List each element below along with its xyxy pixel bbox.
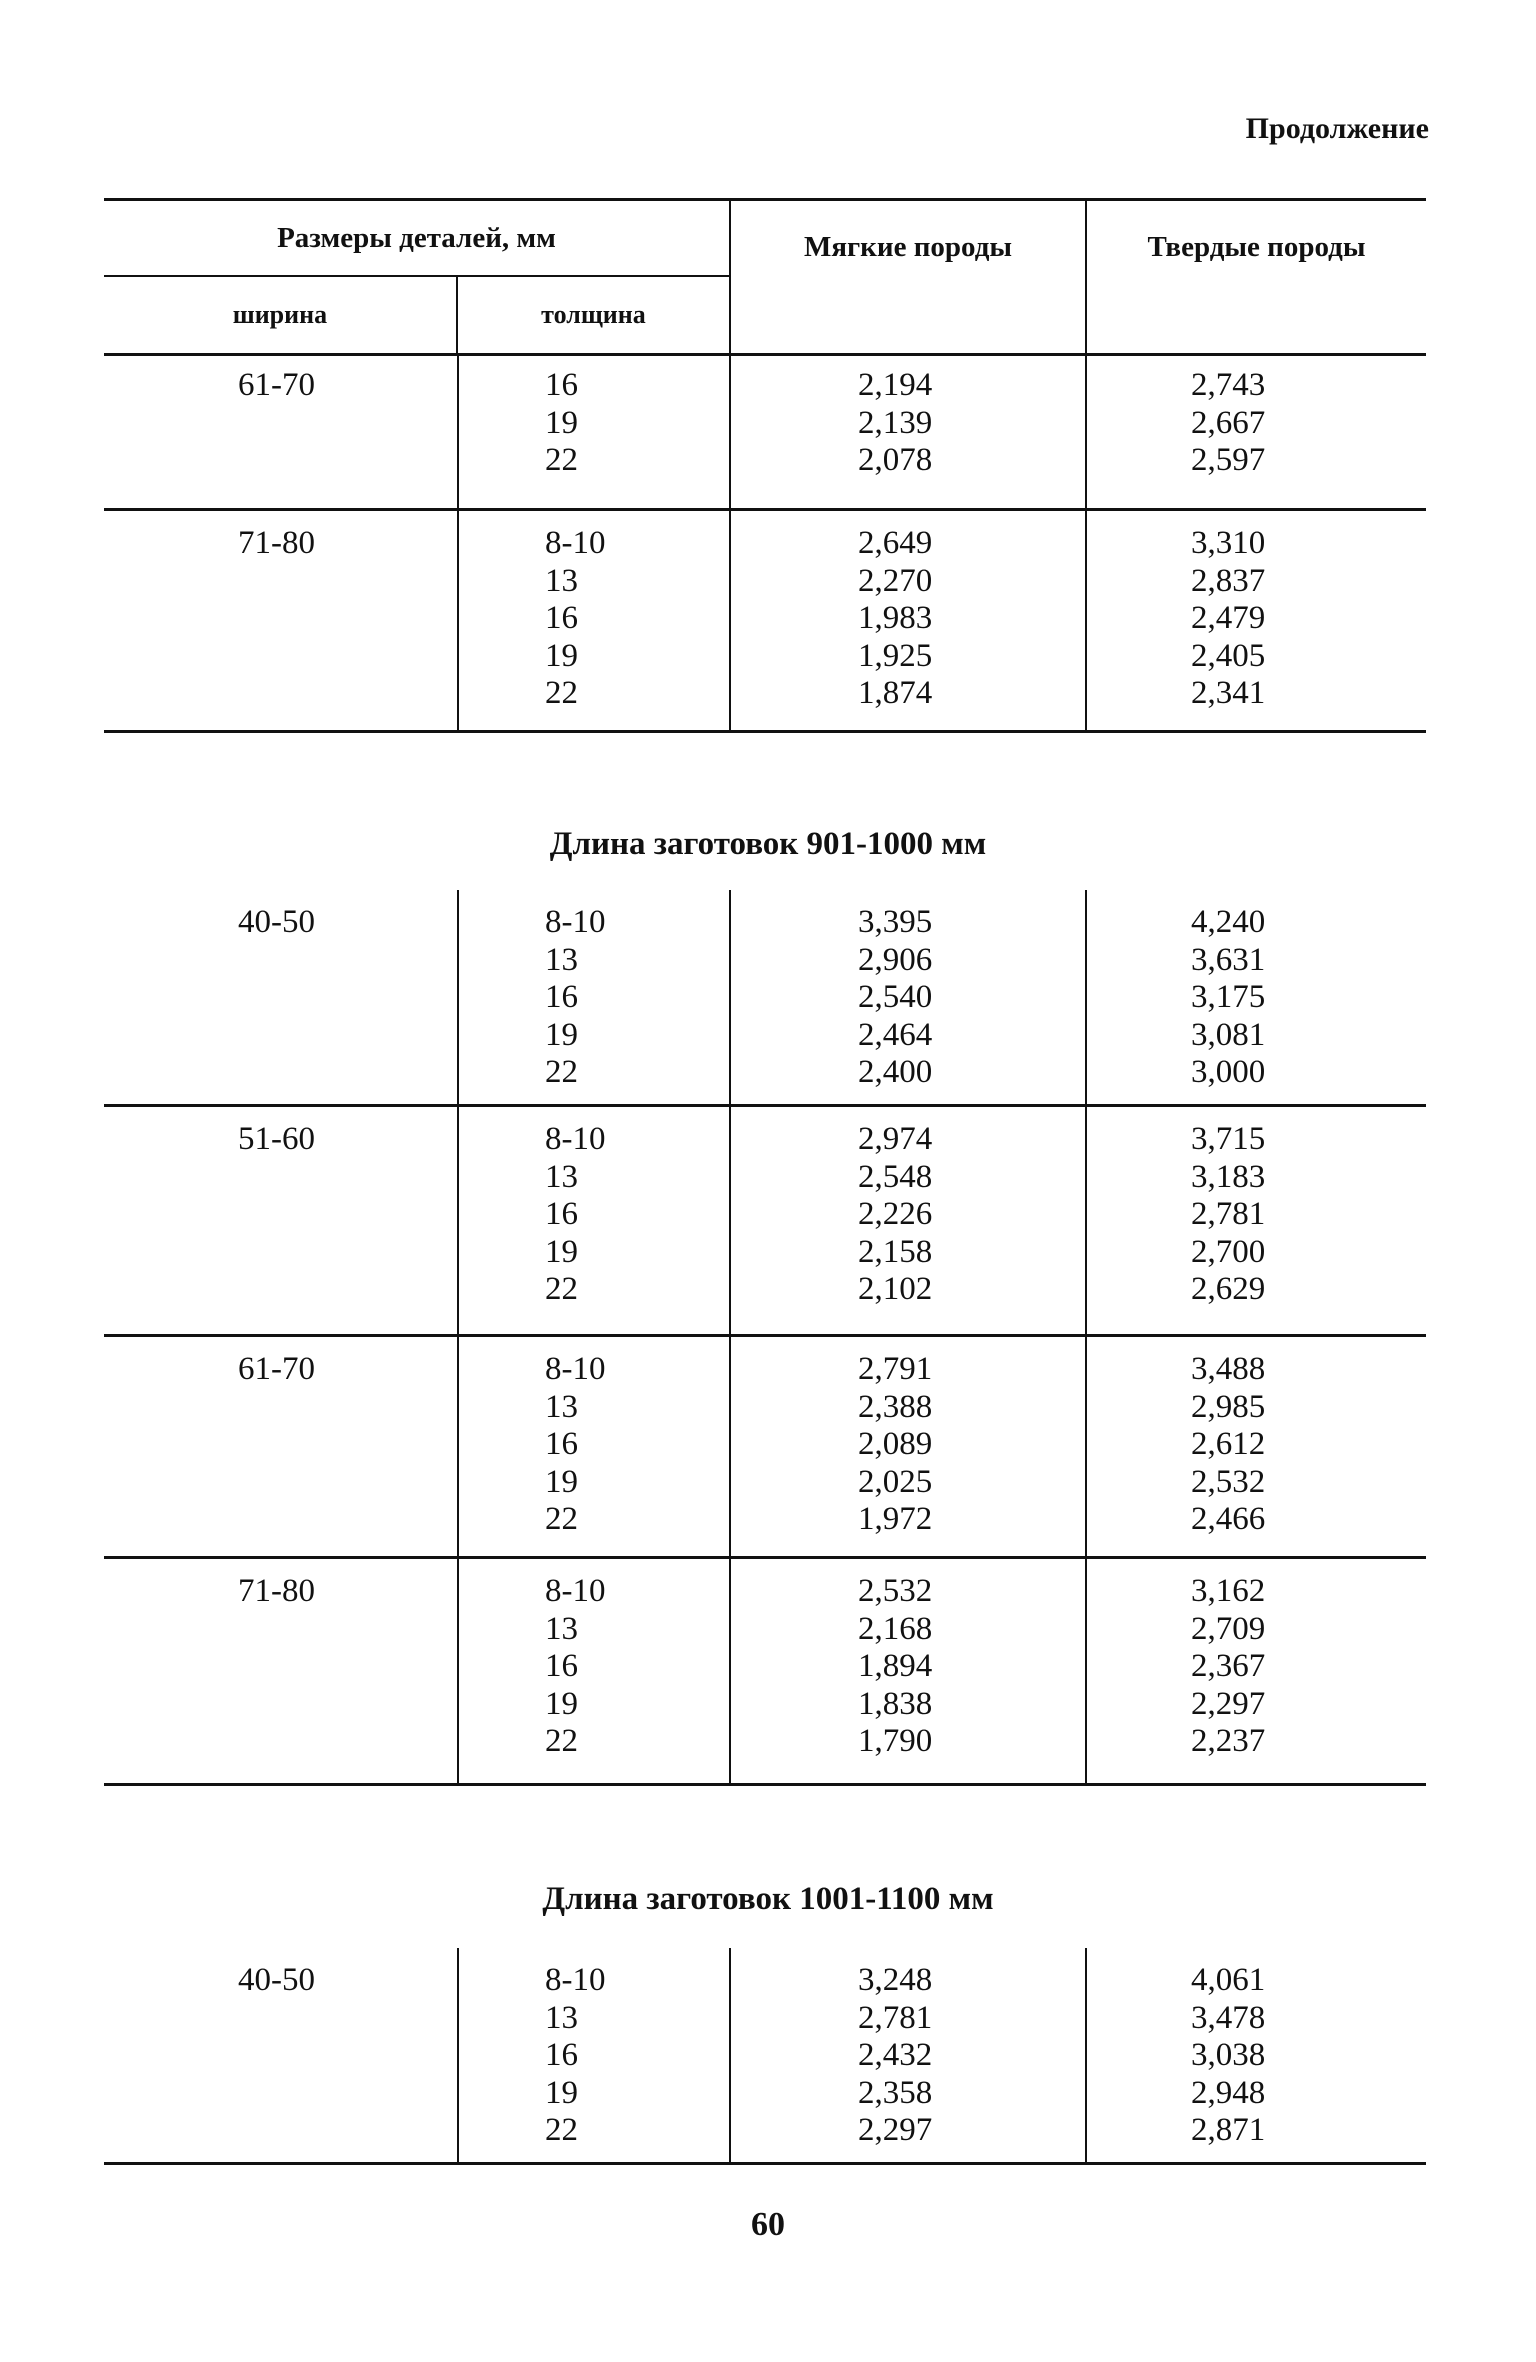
section-title-1001-1100: Длина заготовок 1001-1100 мм [542,1881,994,1917]
thickness-cell: 8-10 13 16 19 22 [545,1962,606,2148]
soft-value-cell: 2,649 2,270 1,983 1,925 1,874 [858,525,933,711]
thickness-cell: 8-10 13 16 19 22 [545,904,606,1090]
table-row [104,511,1426,733]
soft-value-cell: 2,532 2,168 1,894 1,838 1,790 [858,1573,933,1759]
hard-value-cell: 3,162 2,709 2,367 2,297 2,237 [1191,1573,1266,1759]
width-cell: 71-80 [238,1573,315,1609]
thickness-cell: 8-10 13 16 19 22 [545,1573,606,1759]
width-cell: 61-70 [238,1351,315,1387]
sizes-header: Размеры деталей, мм [104,201,729,277]
table-row [104,353,1426,511]
table-row [104,1948,1426,2165]
hard-value-cell: 2,743 2,667 2,597 [1191,367,1266,478]
soft-value-cell: 3,395 2,906 2,540 2,464 2,400 [858,904,933,1090]
thickness-cell: 8-10 13 16 19 22 [545,1351,606,1537]
soft-value-cell: 2,791 2,388 2,089 2,025 1,972 [858,1351,933,1537]
soft-value-cell: 2,974 2,548 2,226 2,158 2,102 [858,1121,933,1307]
table-row [104,1559,1426,1786]
table-row [104,1337,1426,1559]
table-section-1001-1100 [104,1948,1426,2165]
hard-value-cell: 3,310 2,837 2,479 2,405 2,341 [1191,525,1266,711]
hard-value-cell: 3,715 3,183 2,781 2,700 2,629 [1191,1121,1266,1307]
width-cell: 61-70 [238,367,315,403]
width-cell: 71-80 [238,525,315,561]
thickness-cell: 8-10 13 16 19 22 [545,1121,606,1307]
width-cell: 51-60 [238,1121,315,1157]
soft-wood-header: Мягкие породы [729,201,1085,353]
thickness-cell: 8-10 13 16 19 22 [545,525,606,711]
table-section-901-1000 [104,890,1426,1786]
hard-value-cell: 4,061 3,478 3,038 2,948 2,871 [1191,1962,1266,2148]
soft-value-cell: 2,194 2,139 2,078 [858,367,933,478]
width-cell: 40-50 [238,1962,315,1998]
hard-value-cell: 3,488 2,985 2,612 2,532 2,466 [1191,1351,1266,1537]
continuation-label: Продолжение [1245,112,1429,145]
soft-value-cell: 3,248 2,781 2,432 2,358 2,297 [858,1962,933,2148]
thickness-cell: 16 19 22 [545,367,578,478]
width-cell: 40-50 [238,904,315,940]
table-part-1 [104,353,1426,733]
hard-value-cell: 4,240 3,631 3,175 3,081 3,000 [1191,904,1266,1090]
table-row [104,890,1426,1107]
table-header [104,198,1426,356]
thickness-header: толщина [456,277,729,353]
hard-wood-header: Твердые породы [1085,201,1426,353]
table-row [104,1107,1426,1337]
page-number: 60 [751,2206,785,2243]
width-header: ширина [232,300,328,329]
section-title-901-1000: Длина заготовок 901-1000 мм [549,826,987,862]
